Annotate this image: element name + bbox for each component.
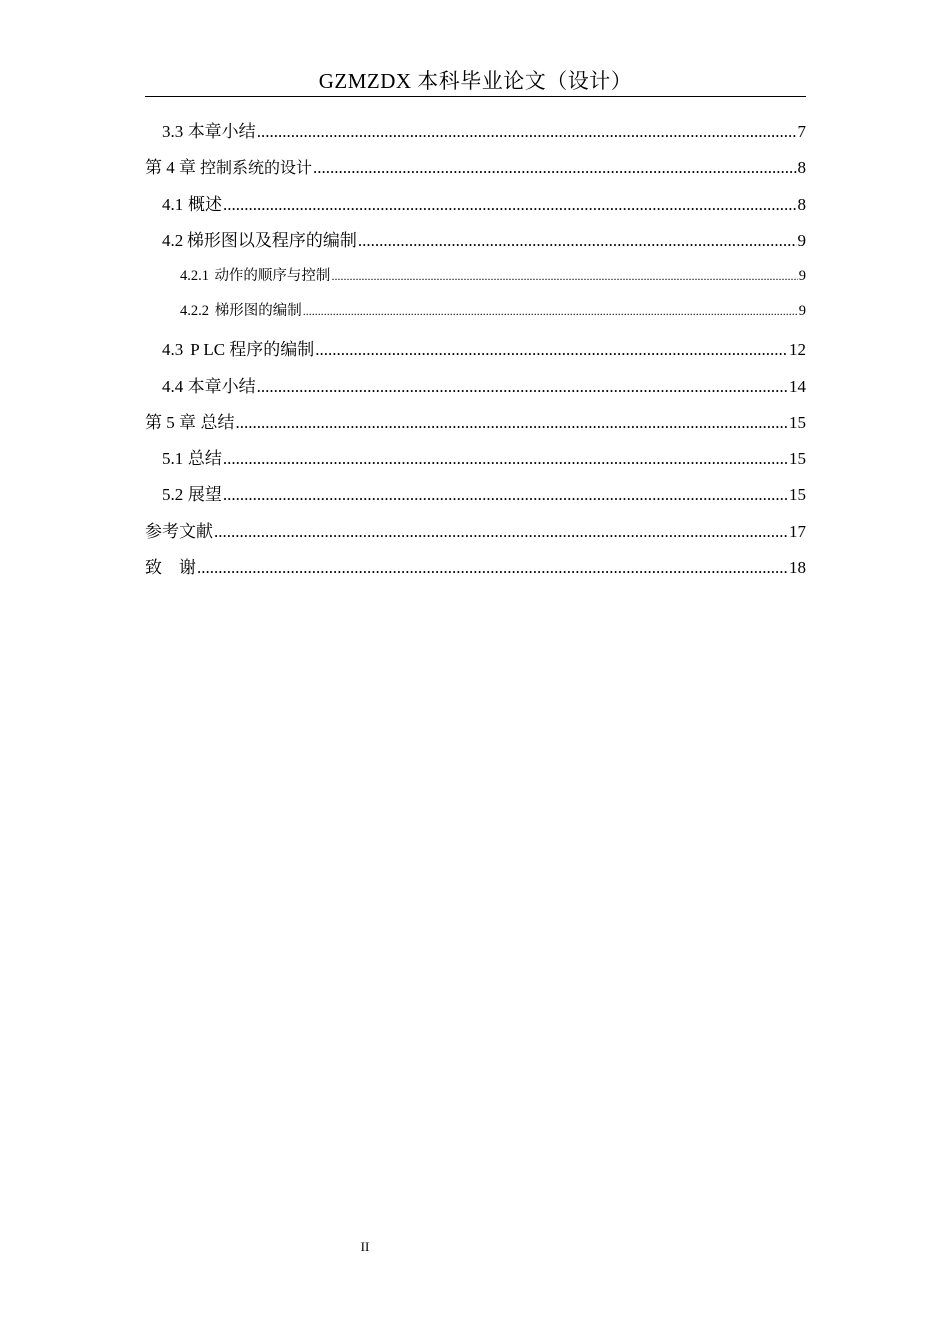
toc-entry-4-4[interactable] (145, 372, 806, 397)
toc-entry-chapter-5[interactable] (145, 408, 806, 433)
toc-entry-page: 17 (789, 522, 806, 541)
toc-entry-page: 8 (797, 158, 806, 177)
toc-entry-title: 总结 (200, 413, 235, 432)
toc-entry-5-1[interactable] (145, 444, 806, 469)
toc-entry-number: 5.1 (162, 449, 184, 468)
toc-leader-dots (214, 522, 788, 542)
header-title: GZMZDX 本科毕业论文（设计） (318, 69, 633, 93)
toc-entry-title: 致 谢 (145, 558, 196, 577)
toc-entry-chapter-4[interactable] (145, 153, 806, 178)
toc-leader-dots (303, 303, 798, 320)
toc-leader-dots (315, 340, 788, 360)
toc-leader-dots (223, 195, 797, 215)
toc-entry-4-2-1[interactable] (145, 264, 806, 285)
toc-leader-dots (331, 268, 797, 285)
toc-entry-page: 15 (789, 413, 806, 432)
toc-entry-number: 4.2.2 (180, 303, 209, 319)
toc-leader-dots (236, 413, 788, 433)
toc-leader-dots (197, 558, 788, 578)
toc-entry-number: 5.2 (162, 485, 184, 504)
page-header (145, 66, 806, 97)
toc-entry-title: 展望 (187, 485, 222, 504)
toc-entry-page: 9 (797, 231, 806, 250)
toc-entry-title: P LC 程序的编制 (190, 340, 315, 359)
toc-entry-title: 概述 (187, 195, 222, 214)
toc-entry-page: 12 (789, 340, 806, 359)
toc-leader-dots (223, 449, 788, 469)
toc-entry-page: 9 (798, 303, 806, 319)
toc-leader-dots (257, 377, 788, 397)
toc-entry-page: 7 (797, 122, 806, 141)
toc-leader-dots (358, 231, 797, 251)
toc-entry-title: 动作的顺序与控制 (214, 268, 331, 284)
toc-entry-5-2[interactable] (145, 480, 806, 505)
toc-entry-number: 4.2 (162, 231, 184, 250)
toc-entry-title: 梯形图的编制 (214, 303, 302, 319)
toc-entry-number: 第 5 章 (145, 413, 196, 432)
toc-entry-3-3[interactable] (145, 117, 806, 142)
toc-leader-dots (257, 122, 797, 142)
toc-entry-acknowledgements[interactable] (145, 553, 806, 578)
toc-entry-title: 本章小结 (187, 377, 256, 396)
toc-entry-page: 8 (797, 195, 806, 214)
toc-entry-4-2-2[interactable] (145, 299, 806, 320)
toc-entry-number: 3.3 (162, 122, 184, 141)
toc-entry-page: 14 (789, 377, 806, 396)
toc-entry-page: 15 (789, 449, 806, 468)
toc-entry-number: 4.3 (162, 340, 184, 359)
toc-entry-number: 第 4 章 (145, 158, 196, 177)
toc-entry-title: 总结 (187, 449, 222, 468)
toc-entry-page: 9 (798, 268, 806, 284)
toc-entry-title: 梯形图以及程序的编制 (186, 231, 357, 250)
toc-entry-title: 本章小结 (187, 122, 256, 141)
toc-entry-title: 控制系统的设计 (199, 158, 312, 177)
toc-entry-page: 18 (789, 558, 806, 577)
footer-page-number: II (360, 1239, 370, 1254)
toc-entry-4-2[interactable] (145, 226, 806, 251)
toc-entry-number: 4.1 (162, 195, 184, 214)
toc-entry-page: 15 (789, 485, 806, 504)
toc-entry-number: 4.4 (162, 377, 184, 396)
page-number-footer (355, 1239, 375, 1255)
toc-entry-number: 4.2.1 (180, 268, 209, 284)
toc-leader-dots (223, 485, 788, 505)
toc-entry-4-1[interactable] (145, 190, 806, 215)
toc-entry-title: 参考文献 (145, 522, 213, 541)
toc-entry-references[interactable] (145, 517, 806, 542)
toc-leader-dots (313, 158, 797, 178)
toc-entry-4-3[interactable] (145, 335, 806, 360)
